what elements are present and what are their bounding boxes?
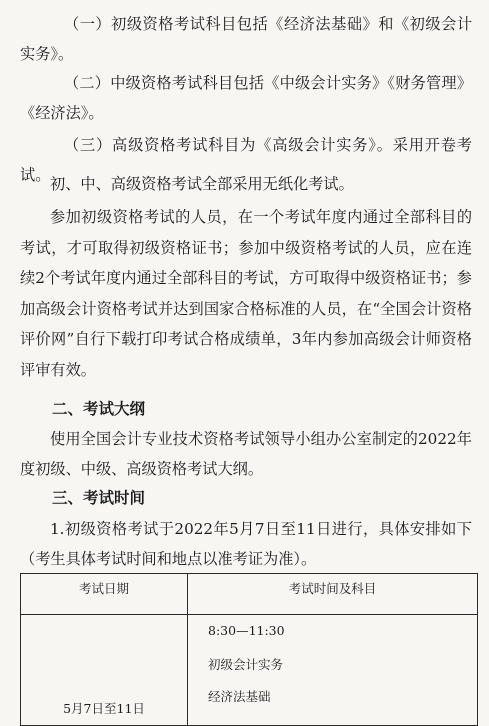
paragraph-initial-schedule: 1.初级资格考试于2022年5月7日至11日进行，具体安排如下（考生具体考试时间和地点以准考证为准）。 <box>20 520 472 568</box>
paragraph-intermediate-subjects: （二）中级资格考试科目包括《中级会计实务》《财务管理》《经济法》。 <box>20 74 472 122</box>
table-header-date: 考试日期 <box>21 574 188 615</box>
table-cell-date <box>21 615 188 726</box>
exam-date: 5月7日至11日 <box>63 701 145 716</box>
paragraph-paperless: 初、中、高级资格考试全部采用无纸化考试。 <box>50 175 354 193</box>
exam-schedule-table <box>20 573 478 726</box>
exam-time-slot: 8:30—11:30 <box>208 623 285 638</box>
table-header-row <box>21 574 478 615</box>
exam-subject: 初级会计实务 <box>208 657 284 672</box>
table-header-time-subject: 考试时间及科目 <box>188 574 478 615</box>
paragraph-syllabus: 使用全国会计专业技术资格考试领导小组办公室制定的2022年度初级、中级、高级资格考试大纲。 <box>20 430 472 478</box>
table-cell-time-subject <box>188 615 478 726</box>
table-row <box>21 615 478 726</box>
paragraph-certificate-rules: 参加初级资格考试的人员，在一个考试年度内通过全部科目的考试，才可取得初级资格证书；参加中级资格考试的人员，应在连续2个考试年度内通过全部科目的考试，方可取得中级资格证书；参加高级会计资格考试并达到国家合格标准的人员，在“全国会计资格评价网”自行下载打印考试合格成绩单，3年内参加高级会计师资格评审有效。 <box>20 208 472 379</box>
paragraph-senior-subjects: （三）高级资格考试科目为《高级会计实务》。采用开卷考试。 <box>20 136 472 184</box>
heading-exam-time: 三、考试时间 <box>52 489 146 507</box>
paragraph-initial-subjects: （一）初级资格考试科目包括《经济法基础》和《初级会计实务》。 <box>20 15 472 63</box>
exam-subject: 经济法基础 <box>208 689 271 704</box>
heading-exam-syllabus: 二、考试大纲 <box>52 400 146 418</box>
